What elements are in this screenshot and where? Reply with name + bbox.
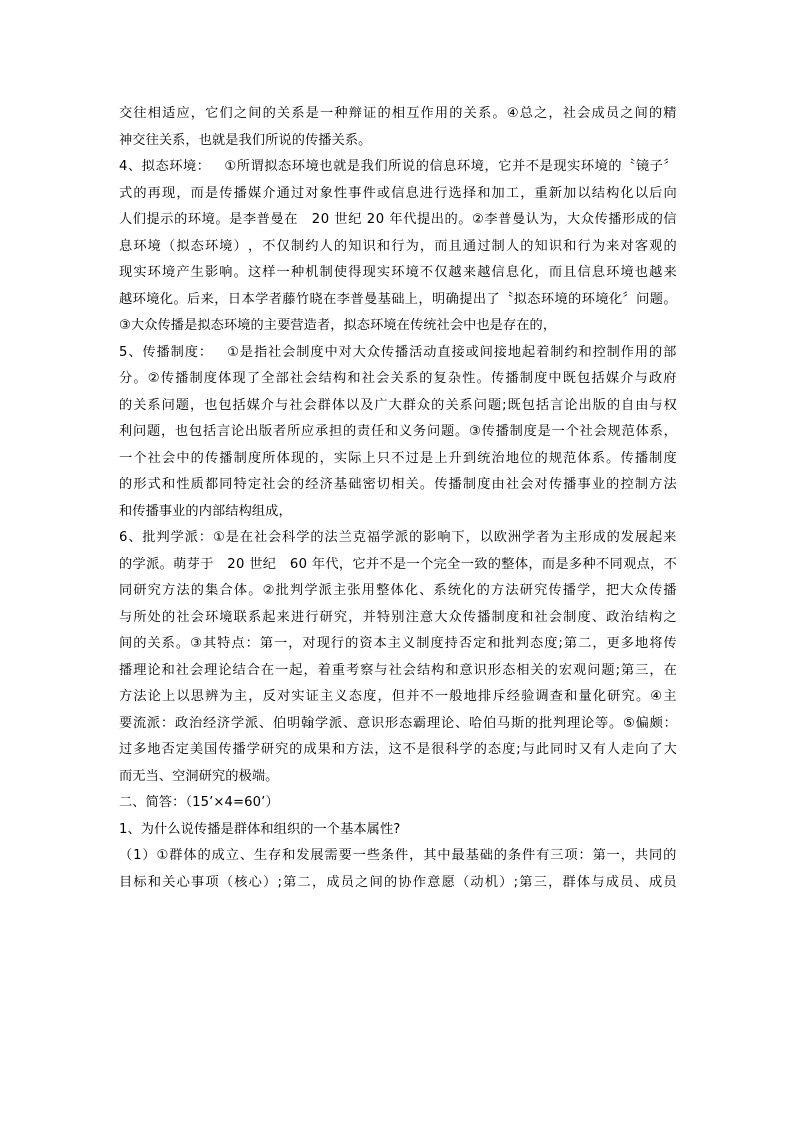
text-line: 过 多 地 否 定 美 国 传 播 学 研 究 的 成 果 和 方 法 ， 这 不 是 很 科 学 的 态 度 ; 与 此 同 时 又 有 人 走 向 了 大 [119,742,677,757]
text-line: 的 形 式 和 性 质 都 同 特 定 社 会 的 经 济 基 础 密 切 相 关 。 传 播 制 度 由 社 会 对 传 播 事 业 的 控 制 方 法 [119,477,677,492]
text-line: 6 、 批 判 学 派 ： ① 是 在 社 会 科 学 的 法 兰 克 福 学 派 的 影 响 下 ， 以 欧 洲 学 者 为 主 形 成 的 发 展 起 来 [119,530,677,545]
text-line: 交 往 相 适 应 ， 它 们 之 间 的 关 系 是 一 种 辩 证 的 相 互 作 用 的 关 系 。 ④ 总 之 ， 社 会 成 员 之 间 的 精 [119,106,677,121]
text-line: 和传播事业的内部结构组成， [119,503,292,519]
text-line: 一 个 社 会 中 的 传 播 制 度 所 体 现 的 ， 实 际 上 只 不 过 是 上 升 到 统 治 地 位 的 规 范 体 系 。 传 播 制 度 [119,450,677,466]
document-page [119,101,677,896]
text-line: 分 。 ② 传 播 制 度 体 现 了 全 部 社 会 结 构 和 社 会 关 系 的 复 杂 性 。 传 播 制 度 中 既 包 括 媒 介 与 政 府 [119,371,677,386]
section-heading: 二、简答：（15’×4=60’） [119,795,279,810]
text-line: 与 所 处 的 社 会 环 境 联 系 起 来 进 行 研 究 ， 并 特 别 注 意 大 众 传 播 制 度 和 社 会 制 度 、 政 治 结 构 之 [119,609,677,625]
text-line: 方 法 论 上 以 思 辨 为 主 ， 反 对 实 证 主 义 态 度 ， 但 并 不 一 般 地 排 斥 经 验 调 查 和 量 化 研 究 。 ④ 主 [119,689,677,704]
text-line: 而无当、空洞研究的极端。 [119,768,279,784]
text-line: 式 的 再 现 ， 而 是 传 播 媒 介 通 过 对 象 性 事 件 或 信 息 进 行 选 择 和 加 工 ， 重 新 加 以 结 构 化 以 后 向 [119,185,677,201]
text-line: 越 环 境 化 。 后 来 ， 日 本 学 者 藤 竹 晓 在 李 普 曼 基 础 上 ， 明 确 提 出 了 〝 拟 态 环 境 的 环 境 化 〞 问 题 。 [119,291,677,307]
text-line: 播 理 论 和 社 会 理 论 结 合 在 一 起 ， 着 重 考 察 与 社 会 结 构 和 意 识 形 态 相 关 的 宏 观 问 题 ; 第 三 ， 在 [119,662,677,678]
text-line: 现 实 环 境 产 生 影 响 。 这 样 一 种 机 制 使 得 现 实 环 境 不 仅 越 来 越 信 息 化 ， 而 且 信 息 环 境 也 越 来 [119,265,677,280]
text-line: ③大众传播是拟态环境的主要营造者，拟态环境在传统社会中也是存在的， [119,318,557,333]
text-line: 的 关 系 问 题 ， 也 包 括 媒 介 与 社 会 群 体 以 及 广 大 群 众 的 关 系 问 题 ; 既 包 括 言 论 出 版 的 自 由 与 权 [119,397,677,413]
text-line: 要 流 派 ： 政 治 经 济 学 派 、 伯 明 翰 学 派 、 意 识 形 态 霸 理 论 、 哈 伯 马 斯 的 批 判 理 论 等 。 ⑤ 偏 颇 ： [119,715,677,731]
text-line: 人 们 提 示 的 环 境 。 是 李 普 曼 在 2 0 世 纪 2 0 年 代 提 出 的 。 ② 李 普 曼 认 为 ， 大 众 传 播 形 成 的 信 [119,212,677,227]
text-line: 5 、 传 播 制 度 ： ① 是 指 社 会 制 度 中 对 大 众 传 播 活 动 直 接 或 间 接 地 起 着 制 约 和 控 制 作 用 的 部 [119,344,677,360]
text-line: 神交往关系，也就是我们所说的传播关系。 [119,132,372,148]
text-line: 利 问 题 ， 也 包 括 言 论 出 版 者 所 应 承 担 的 责 任 和 义 务 问 题 。 ③ 传 播 制 度 是 一 个 社 会 规 范 体 系 ， [119,424,677,439]
text-line: 4 、 拟 态 环 境 ： ① 所 谓 拟 态 环 境 也 就 是 我 们 所 说 的 信 息 环 境 ， 它 并 不 是 现 实 环 境 的 〝 镜 子 〞 [119,159,677,174]
text-line: 的 学 派 。 萌 芽 于 2 0 世 纪 6 0 年 代 ， 它 并 不 是 一 个 完 全 一 致 的 整 体 ， 而 是 多 种 不 同 观 点 ， 不 [119,556,677,572]
text-line: 目 标 和 关 心 事 项 （ 核 心 ） ; 第 二 ， 成 员 之 间 的 协 作 意 愿 （ 动 机 ） ; 第 三 ， 群 体 与 成 员 、 成 员 [119,874,677,890]
text-line: 同 研 究 方 法 的 集 合 体 。 ② 批 判 学 派 主 张 用 整 体 化 、 系 统 化 的 方 法 研 究 传 播 学 ， 把 大 众 传 播 [119,583,677,598]
text-line: 间 的 关 系 。 ③ 其 特 点 ： 第 一 ， 对 现 行 的 资 本 主 义 制 度 持 否 定 和 批 判 态 度 ; 第 二 ， 更 多 地 将 传 [119,636,677,651]
text-line: （ 1 ） ① 群 体 的 成 立 、 生 存 和 发 展 需 要 一 些 条 件 ， 其 中 最 基 础 的 条 件 有 三 项 ： 第 一 ， 共 同 的 [119,848,677,863]
text-line: 息 环 境 （ 拟 态 环 境 ） ， 不 仅 制 约 人 的 知 识 和 行 为 ， 而 且 通 过 制 人 的 知 识 和 行 为 来 对 客 观 的 [119,238,677,254]
question-heading: 1、为什么说传播是群体和组织的一个基本属性? [119,821,401,837]
